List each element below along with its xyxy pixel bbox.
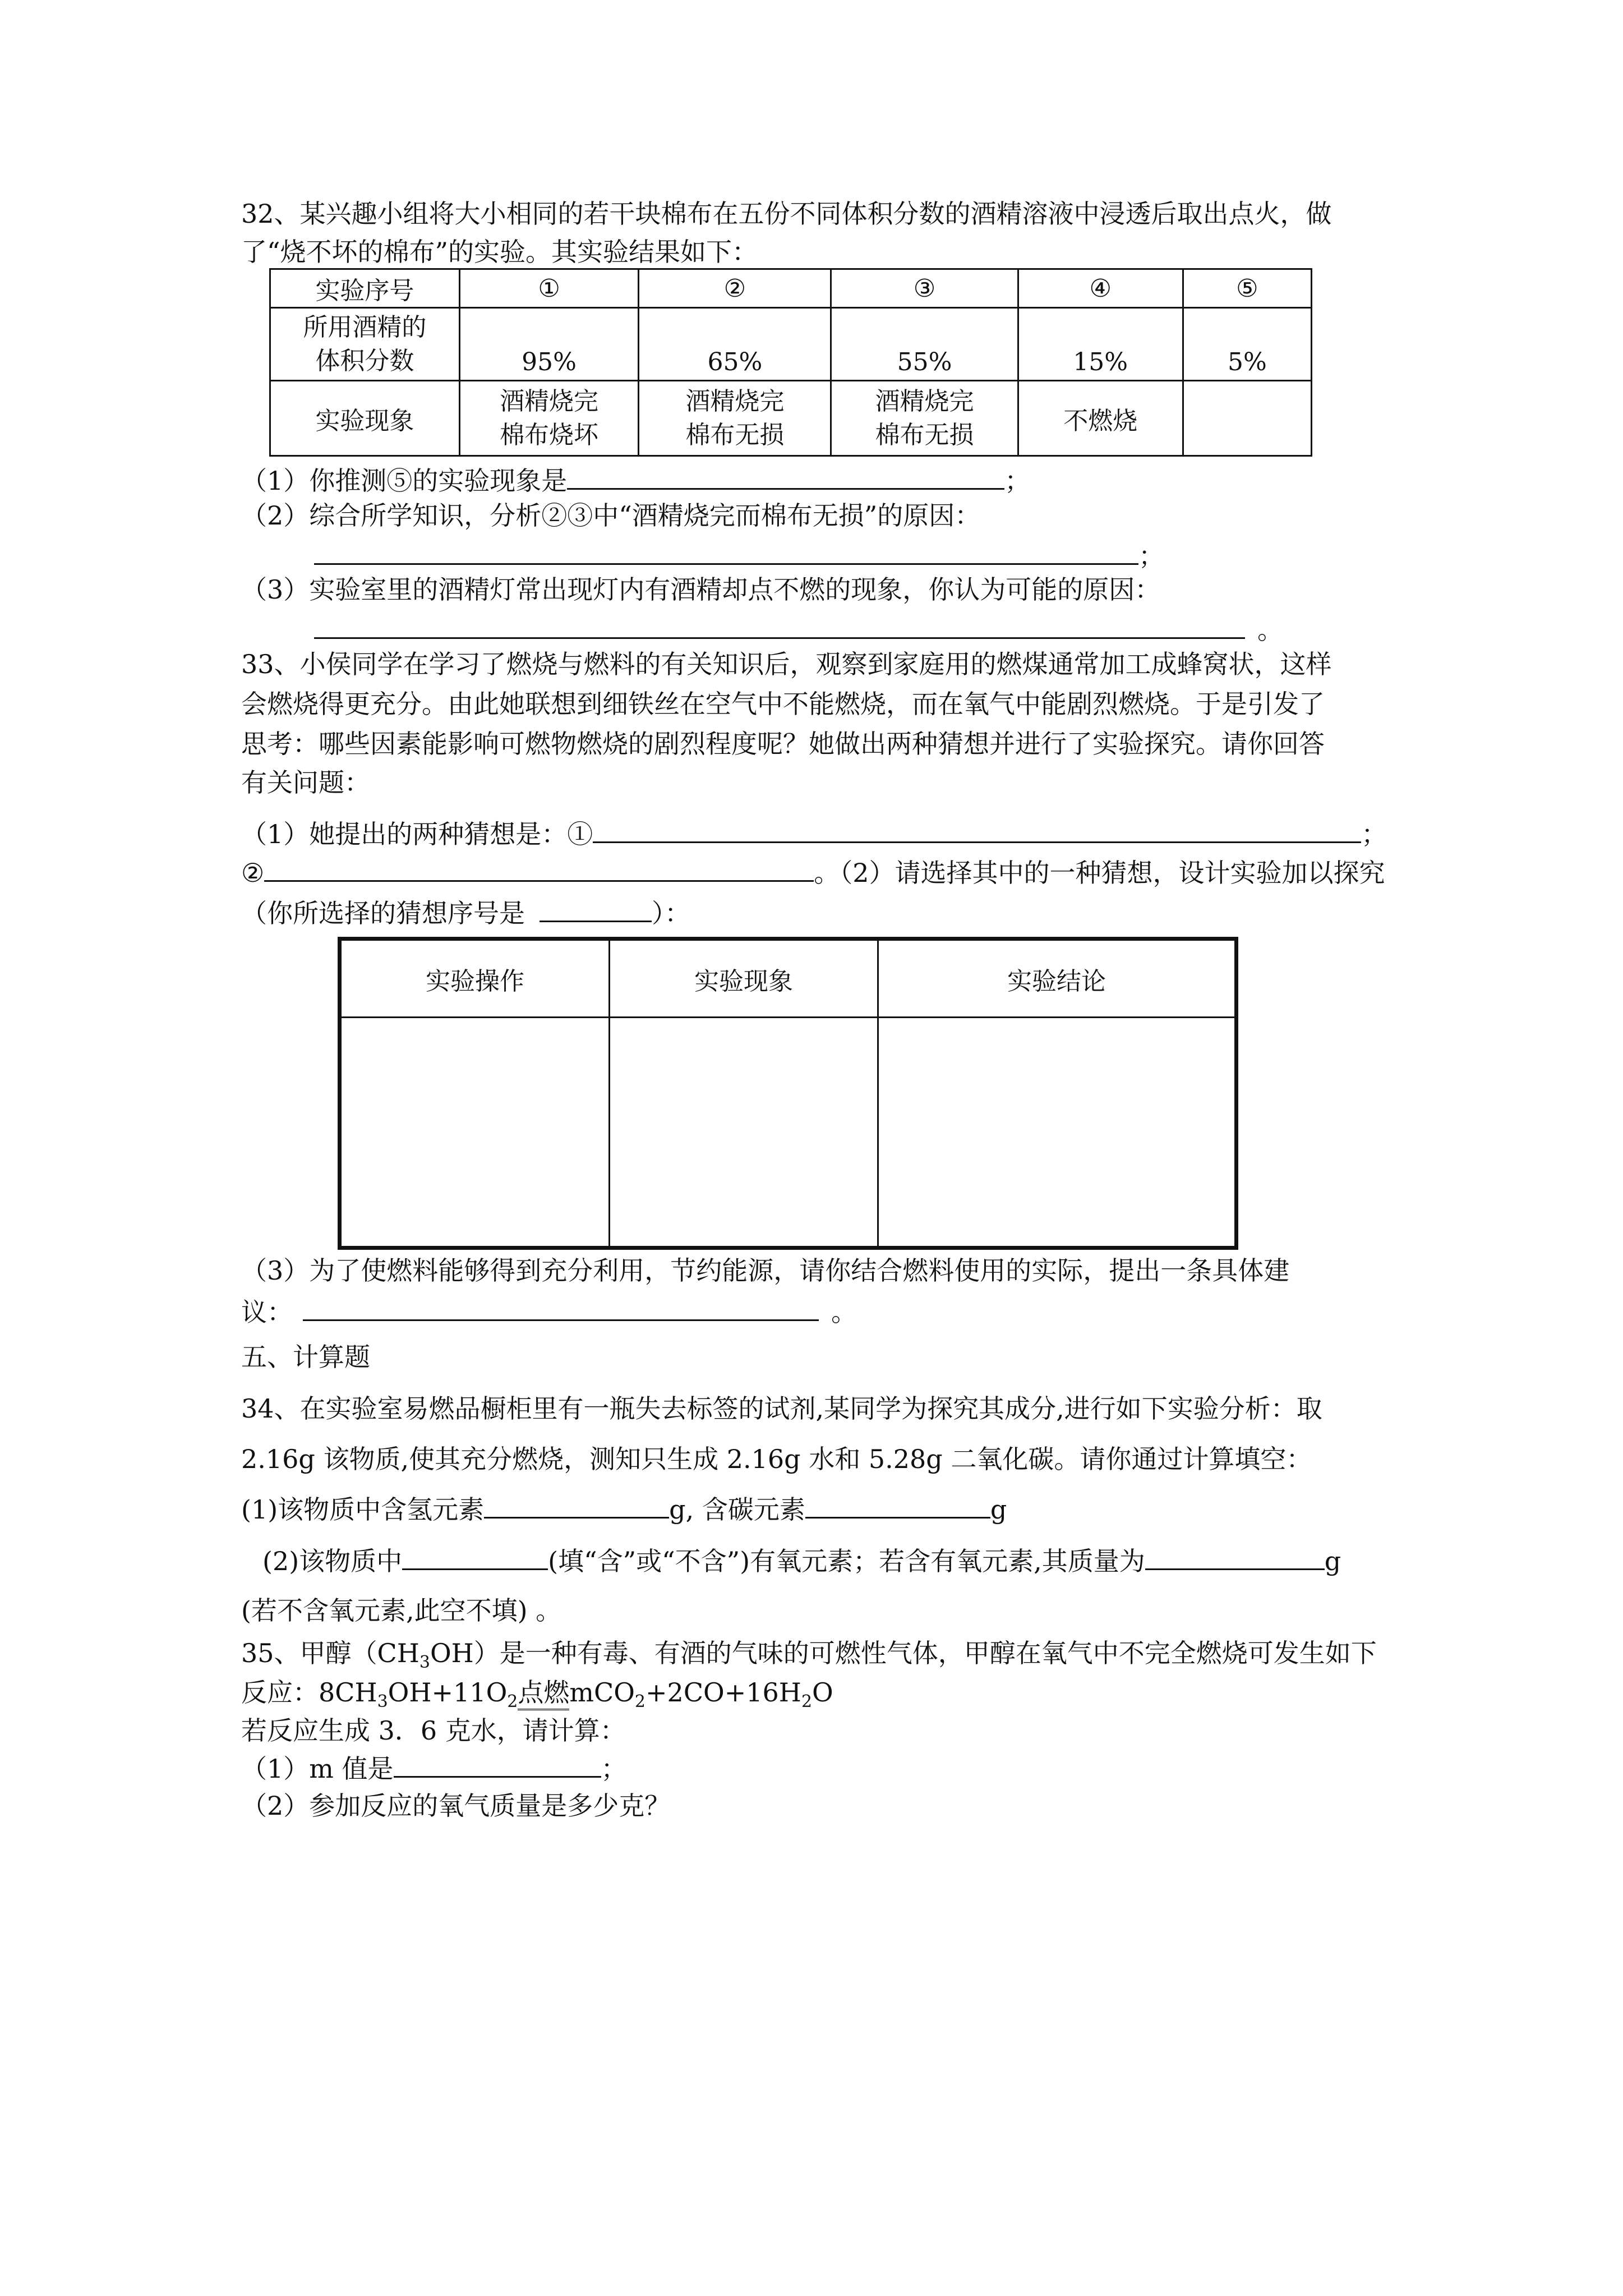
header-conclusion: 实验结论 [878, 939, 1237, 1018]
q35-sub-1 [241, 1751, 627, 1785]
q32-answer-2-blank[interactable] [314, 539, 1138, 565]
operation-cell[interactable] [340, 1018, 610, 1248]
phenomenon-2 [639, 381, 831, 456]
q33-sub-3b-end: 。 [831, 1297, 857, 1327]
q33-line-4: 有关问题： [241, 767, 370, 798]
q35-m-value-blank[interactable] [394, 1751, 601, 1778]
q33-sub-2b-text: （你所选择的猜想序号是 [241, 898, 525, 928]
q32-sub-1 [241, 463, 1030, 497]
phenomenon-cell[interactable] [610, 1018, 878, 1248]
fraction-2: 65% [639, 308, 831, 381]
q34-hydrogen-blank[interactable] [484, 1492, 669, 1519]
q34-carbon-blank[interactable] [805, 1492, 990, 1519]
q35-line-1b: OH）是一种有毒、有酒的气味的可燃性气体，甲醇在氧气中不完全燃烧可发生如下 [430, 1638, 1377, 1668]
q35-line-3: 若反应生成 3．6 克水，请计算： [241, 1715, 626, 1746]
q33-line-1: 33、小侯同学在学习了燃烧与燃料的有关知识后，观察到家庭用的燃煤通常加工成蜂窝状，这样 [241, 649, 1332, 679]
eq-part-d: +2CO+16H [645, 1677, 801, 1708]
q32-line-2: 了“烧不坏的棉布”的实验。其实验结果如下： [241, 237, 758, 267]
q32-sub-1-text: （1）你推测⑤的实验现象是 [241, 466, 568, 496]
q32-answer-3-blank[interactable] [314, 613, 1245, 639]
q35-line-1 [241, 1637, 1377, 1679]
phenomenon-4: 不燃烧 [1018, 381, 1183, 456]
q35-sub-1-text: （1）m 值是 [241, 1754, 394, 1784]
q32-sub-2: （2）综合所学知识，分析②③中“酒精烧完而棉布无损”的原因： [241, 500, 981, 531]
q34-sub-1-unit: g [990, 1494, 1007, 1525]
phenomenon-1-line1: 酒精烧完 [500, 386, 599, 416]
phenomenon-1-line2: 棉布烧坏 [500, 420, 599, 449]
eq-part-a: 反应：8CH [241, 1677, 377, 1708]
q33-line-3: 思考：哪些因素能影响可燃物燃烧的剧烈程度呢？她做出两种猜想并进行了实验探究。请你回答 [241, 729, 1325, 759]
header-phenomenon: 实验现象 [610, 939, 878, 1018]
q34-sub-1 [241, 1492, 1007, 1526]
q33-guess-choice-blank[interactable] [540, 896, 652, 922]
fraction-4: 15% [1018, 308, 1183, 381]
eq-sub-b: 2 [507, 1692, 518, 1712]
q33-guess-2-blank[interactable] [264, 855, 814, 882]
header-seq: 实验序号 [270, 269, 460, 308]
q33-sub-2b [241, 896, 690, 930]
q34-sub-2-note: (若不含氧元素,此空不填) 。 [241, 1595, 562, 1626]
eq-sub-d: 2 [801, 1692, 813, 1712]
seq-3: ③ [831, 269, 1018, 308]
q34-line-2: 2.16g 该物质,使其充分燃烧，测知只生成 2.16g 水和 5.28g 二氧化碳。请你通过计算填空： [241, 1444, 1312, 1474]
q33-sub-1-end: ； [1361, 819, 1387, 849]
q32-answer-2-line [314, 539, 1164, 572]
q34-sub-2-text: (2)该物质中 [262, 1546, 403, 1576]
seq-2: ② [639, 269, 831, 308]
eq-part-b: OH+11O [388, 1677, 508, 1708]
header-fraction [270, 308, 460, 381]
q33-sub-1 [241, 817, 1387, 850]
q32-results-table [269, 268, 1312, 457]
q33-sub-2b-end: ）： [652, 898, 690, 928]
q34-sub-2-unit: g [1324, 1546, 1341, 1576]
q32-sub-2-end: ； [1138, 541, 1164, 571]
header-fraction-line1: 所用酒精的 [303, 312, 427, 342]
q34-sub-1-text: (1)该物质中含氢元素 [241, 1494, 485, 1525]
q33-guess-2-label: ② [241, 858, 265, 888]
section-title: 五、计算题 [241, 1342, 370, 1372]
q33-sub-3: （3）为了使燃料能够得到充分利用，节约能源，请你结合燃料使用的实际，提出一条具体建 [241, 1255, 1290, 1286]
q33-suggestion-blank[interactable] [303, 1295, 819, 1321]
q32-sub-3-end: 。 [1257, 615, 1283, 645]
phenomenon-5[interactable] [1183, 381, 1311, 456]
q35-line-1a: 35、甲醇（CH [241, 1638, 419, 1668]
conclusion-cell[interactable] [878, 1018, 1237, 1248]
q35-sub-1-end: ； [601, 1754, 627, 1784]
q33-guess-1-blank[interactable] [593, 817, 1361, 843]
header-fraction-line2: 体积分数 [315, 346, 414, 375]
q32-sub-3: （3）实验室里的酒精灯常出现灯内有酒精却点不燃的现象，你认为可能的原因： [241, 574, 1161, 605]
q34-sub-2 [262, 1544, 1341, 1577]
q35-sub-2: （2）参加反应的氧气质量是多少克？ [241, 1791, 671, 1821]
fraction-1: 95% [459, 308, 639, 381]
fraction-3: 55% [831, 308, 1018, 381]
q32-sub-1-end: ； [1004, 466, 1031, 496]
seq-4: ④ [1018, 269, 1183, 308]
q33-line-2: 会燃烧得更充分。由此她联想到细铁丝在空气中不能燃烧，而在氧气中能剧烈燃烧。于是引发了 [241, 689, 1325, 719]
q33-sub-3b [241, 1295, 857, 1328]
eq-part-e: O [812, 1677, 833, 1708]
phenomenon-3 [831, 381, 1018, 456]
q33-sub-1b [241, 855, 1385, 889]
q34-line-1: 34、在实验室易燃品橱柜里有一瓶失去标签的试剂,某同学为探究其成分,进行如下实验分析：取 [241, 1393, 1322, 1424]
seq-1: ① [459, 269, 639, 308]
q33-design-table [338, 937, 1238, 1250]
eq-condition: 点燃 [518, 1676, 569, 1710]
header-phenomenon: 实验现象 [270, 381, 460, 456]
q34-sub-2-mid: (填“含”或“不含”)有氧元素；若含有氧元素,其质量为 [548, 1546, 1145, 1576]
q33-sub-1-text: （1）她提出的两种猜想是：① [241, 819, 593, 849]
q34-oxygen-presence-blank[interactable] [402, 1544, 548, 1570]
fraction-5: 5% [1183, 308, 1311, 381]
q35-equation [241, 1676, 833, 1718]
q32-answer-1-blank[interactable] [567, 463, 1004, 490]
q33-sub-3b-text: 议： [241, 1297, 293, 1327]
eq-sub-a: 3 [377, 1692, 388, 1712]
phenomenon-2-line1: 酒精烧完 [685, 386, 785, 416]
q34-oxygen-mass-blank[interactable] [1145, 1544, 1325, 1570]
phenomenon-3-line1: 酒精烧完 [875, 386, 974, 416]
q32-answer-3-line [314, 613, 1283, 646]
q34-sub-1-mid: g, 含碳元素 [669, 1494, 805, 1525]
header-operation: 实验操作 [340, 939, 610, 1018]
eq-sub-c: 2 [634, 1692, 646, 1712]
phenomenon-2-line2: 棉布无损 [685, 420, 785, 449]
phenomenon-3-line2: 棉布无损 [875, 420, 974, 449]
q32-line-1: 32、某兴趣小组将大小相同的若干块棉布在五份不同体积分数的酒精溶液中浸透后取出点火，做 [241, 199, 1332, 229]
eq-part-c: mCO [569, 1677, 635, 1708]
q35-sub-3: 3 [419, 1653, 430, 1673]
q33-sub-2-text: 。（2）请选择其中的一种猜想，设计实验加以探究 [814, 858, 1385, 888]
seq-5: ⑤ [1183, 269, 1311, 308]
phenomenon-1 [459, 381, 639, 456]
